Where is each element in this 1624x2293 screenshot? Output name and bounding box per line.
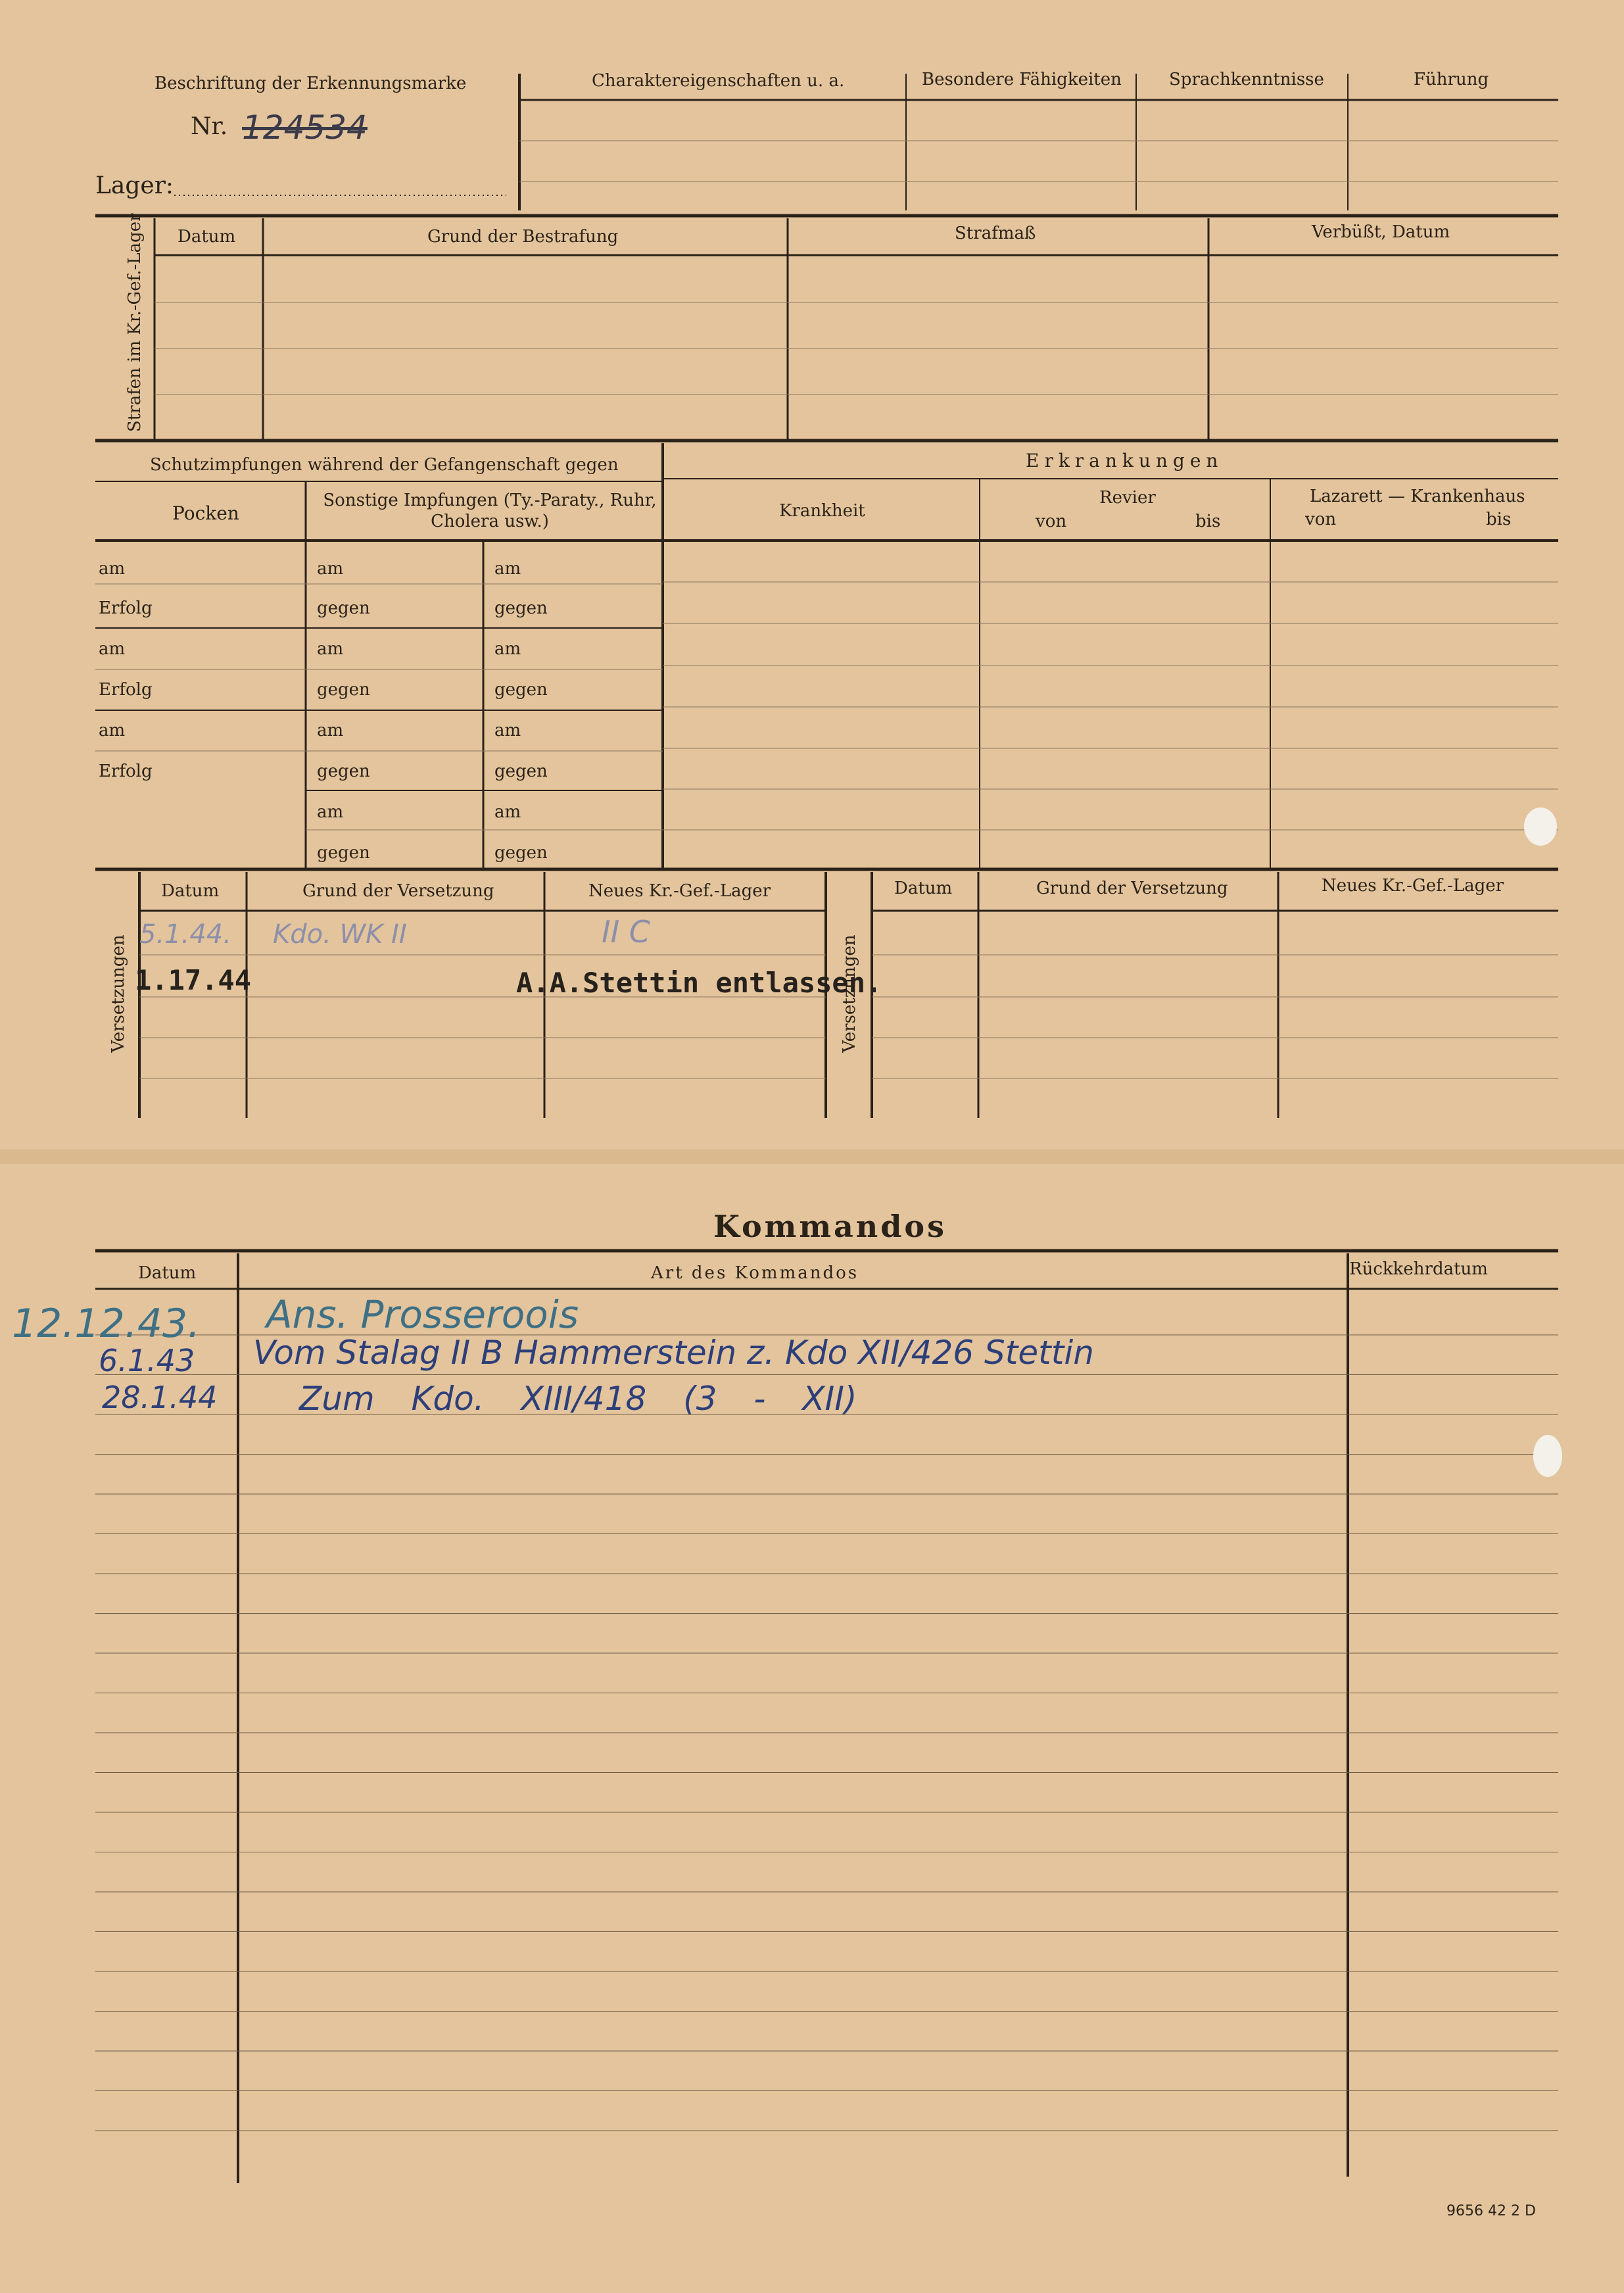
punishments-side-label: Strafen im Kr.-Gef.-Lager — [125, 213, 145, 432]
impf-row-left: gegen — [317, 598, 370, 618]
transfer-header-datum: Datum — [161, 881, 220, 901]
pencil-transfer-camp: II C — [602, 914, 650, 950]
pocken-row: am — [99, 559, 126, 579]
header-lazarett: Lazarett — Krankenhaus — [1310, 487, 1525, 506]
kommandos-header-art: Art des Kommandos — [651, 1263, 859, 1283]
lager-label: Lager: — [95, 172, 174, 199]
header-datum: Datum — [178, 227, 236, 247]
impf-row-right: gegen — [494, 598, 548, 618]
impf-row-right: gegen — [494, 843, 548, 863]
pocken-row: am — [99, 721, 126, 740]
typed-transfer-date: 1.17.44 — [135, 964, 252, 996]
transfer-header-lager-2: Neues Kr.-Gef.-Lager — [1322, 876, 1504, 896]
kommando-row-date: 12.12.43. — [12, 1301, 201, 1347]
header-sprachkenntnisse: Sprachkenntnisse — [1169, 70, 1324, 89]
transfer-header-datum-2: Datum — [894, 879, 953, 898]
impf-row-left: gegen — [317, 680, 370, 700]
punch-hole — [1524, 808, 1557, 846]
kommandos-header-rueckkehr: Rückkehrdatum — [1349, 1259, 1488, 1279]
header-revier: Revier — [1099, 488, 1156, 508]
illnesses-title: Erkrankungen — [1026, 450, 1224, 471]
nr-value: 124534 — [242, 109, 368, 147]
transfer-header-grund-2: Grund der Versetzung — [1036, 879, 1228, 898]
impf-row-left: am — [317, 559, 344, 579]
punch-hole — [1533, 1435, 1562, 1477]
impf-row-left: gegen — [317, 761, 370, 781]
header-fuehrung: Führung — [1414, 70, 1489, 89]
header-grund-bestrafung: Grund der Bestrafung — [427, 227, 619, 247]
pocken-row: Erfolg — [99, 598, 153, 618]
kommando-row-date: 6.1.43 — [99, 1343, 195, 1378]
pocken-row: am — [99, 639, 126, 659]
transfer-header-lager: Neues Kr.-Gef.-Lager — [588, 881, 771, 901]
impf-row-right: gegen — [494, 680, 548, 700]
impf-row-left: gegen — [317, 843, 370, 863]
kommandos-header-datum: Datum — [138, 1263, 197, 1283]
impf-row-left: am — [317, 802, 344, 822]
vaccinations-title: Schutzimpfungen während der Gefangenschaft gegen — [150, 455, 619, 475]
transfers-side-label-left: Versetzungen — [108, 934, 128, 1053]
pocken-row: Erfolg — [99, 680, 153, 700]
pencil-transfer-date: 5.1.44. — [139, 919, 231, 950]
header-sonstige-impfungen: Sonstige Impfungen (Ty.-Paraty., Ruhr, Cholera usw.) — [323, 491, 657, 531]
impf-row-right: am — [494, 639, 521, 659]
impf-row-right: am — [494, 721, 521, 740]
kommandos-title: Kommandos — [713, 1209, 947, 1244]
header-verbuesst: Verbüßt, Datum — [1312, 222, 1450, 242]
kommando-row-text: Zum Kdo. XIII/418 (3 - XII) — [299, 1380, 857, 1418]
header-charaktereigenschaften: Charaktereigenschaften u. a. — [592, 71, 845, 91]
kommando-row-date: 28.1.44 — [102, 1380, 218, 1415]
transfer-header-grund: Grund der Versetzung — [302, 881, 494, 901]
impf-row-left: am — [317, 721, 344, 740]
print-code: 9656 42 2 D — [1446, 2203, 1536, 2219]
pencil-transfer-reason: Kdo. WK II — [273, 919, 407, 950]
revier-von: von — [1036, 512, 1067, 531]
kommando-row-text: Ans. Prosseroois — [266, 1292, 579, 1337]
impf-row-right: gegen — [494, 761, 548, 781]
impf-row-right: am — [494, 559, 521, 579]
transfers-side-label-right: Versetzungen — [840, 934, 859, 1053]
impf-row-left: am — [317, 639, 344, 659]
revier-bis: bis — [1195, 512, 1221, 531]
typed-transfer-text: A.A.Stettin entlassen. — [516, 967, 882, 999]
lazarett-von: von — [1305, 510, 1337, 529]
header-pocken: Pocken — [172, 502, 239, 524]
header-faehigkeiten: Besondere Fähigkeiten — [922, 70, 1122, 89]
impf-row-right: am — [494, 802, 521, 822]
pocken-row: Erfolg — [99, 761, 153, 781]
kommando-row-text: Vom Stalag II B Hammerstein z. Kdo XII/426 Stettin — [253, 1334, 1094, 1372]
header-krankheit: Krankheit — [779, 501, 865, 521]
header-strafmass: Strafmaß — [955, 224, 1036, 243]
tag-label: Beschriftung der Erkennungsmarke — [155, 74, 467, 93]
nr-label: Nr. — [191, 113, 228, 140]
lazarett-bis: bis — [1486, 510, 1512, 529]
